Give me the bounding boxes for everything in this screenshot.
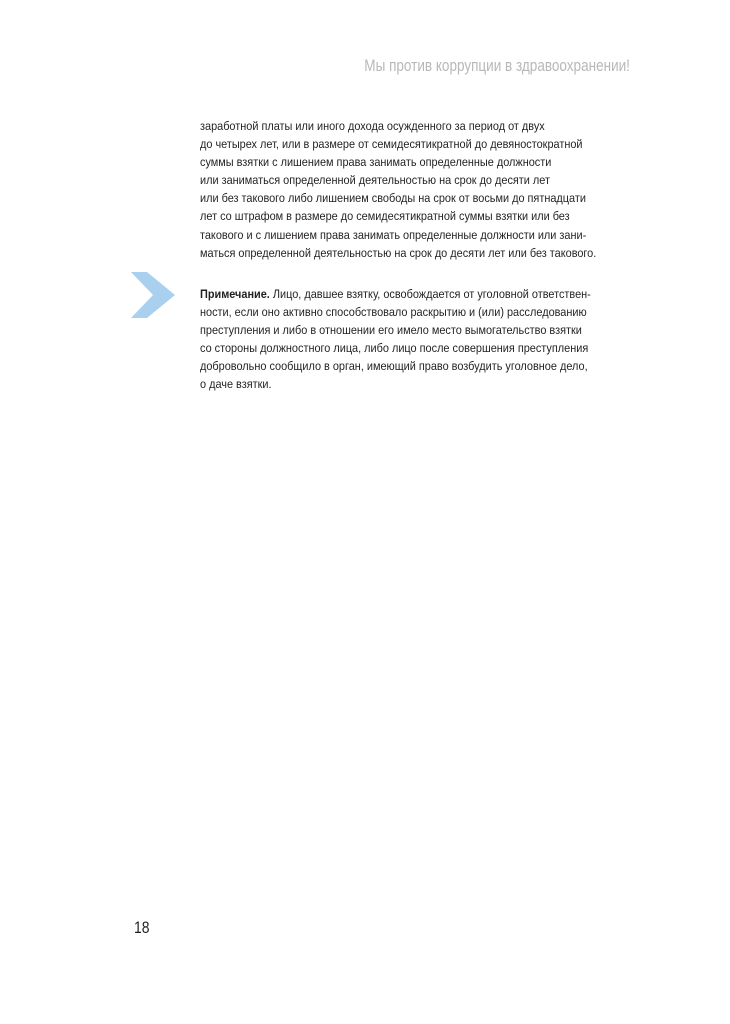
note-first-line-text: Лицо, давшее взятку, освобождается от уголовной ответствен-: [269, 287, 591, 301]
running-header: Мы против коррупции в здравоохранении!: [364, 57, 630, 75]
text-line: лет со штрафом в размере до семидесятикратной суммы взятки или без: [200, 209, 570, 224]
text-line: ности, если оно активно способствовало раскрытию и (или) расследованию: [200, 305, 587, 320]
text-line: до четырех лет, или в размере от семидесятикратной до девяностократной: [200, 137, 583, 152]
text-line: добровольно сообщило в орган, имеющий право возбудить уголовное дело,: [200, 359, 588, 374]
text-line: о даче взятки.: [200, 377, 272, 392]
text-line: суммы взятки с лишением права занимать определенные должности: [200, 155, 552, 170]
chevron-right-icon: [131, 272, 175, 318]
text-line: такового и с лишением права занимать определенные должности или зани-: [200, 227, 587, 242]
text-line: преступления и либо в отношении его имело место вымогательство взятки: [200, 323, 582, 338]
text-line: или заниматься определенной деятельностью на срок до десяти лет: [200, 173, 550, 188]
text-line: маться определенной деятельностью на срок до десяти лет или без такового.: [200, 245, 597, 260]
note-label: Примечание.: [200, 287, 270, 301]
page-number: 18: [134, 918, 150, 937]
note-first-line: [200, 285, 622, 303]
paragraph-continued: [200, 117, 622, 262]
text-line: или без такового либо лишением свободы на срок от восьми до пятнадцати: [200, 191, 586, 206]
text-line: со стороны должностного лица, либо лицо после совершения преступления: [200, 341, 589, 356]
note-paragraph: [200, 285, 622, 394]
text-line: заработной платы или иного дохода осужденного за период от двух: [200, 119, 545, 133]
